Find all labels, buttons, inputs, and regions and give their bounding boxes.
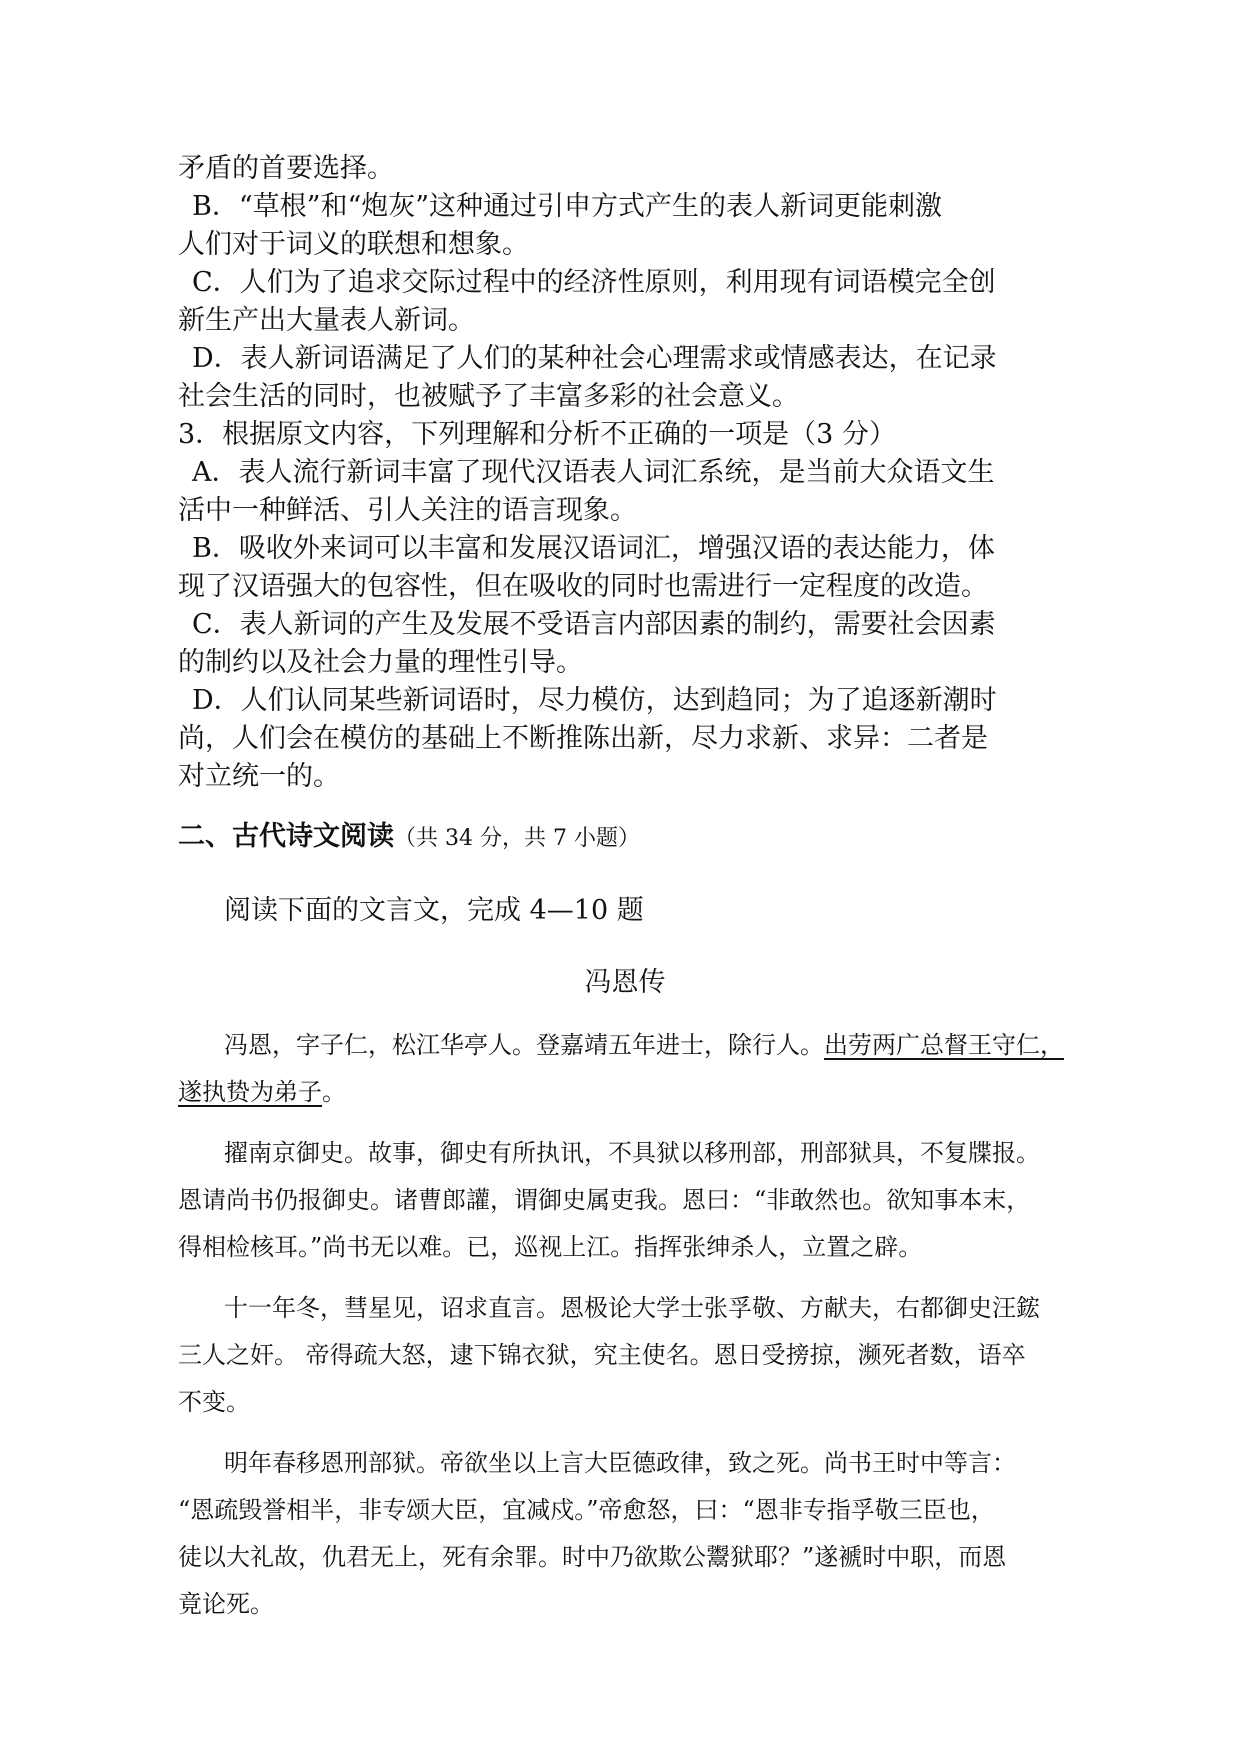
plain-text: 。 [322, 1078, 346, 1106]
text-line: 三人之奸。 帝得疏大怒，逮下锦衣狱，究主使名。恩日受搒掠，濒死者数，语卒 [178, 1341, 1026, 1369]
question-stem: 3．根据原文内容，下列理解和分析不正确的一项是（3 分） [178, 419, 896, 450]
text-line: 新生产出大量表人新词。 [178, 305, 475, 336]
passage-title: 冯恩传 [584, 967, 666, 998]
section-subtitle: （共 34 分，共 7 小题） [394, 826, 640, 851]
option-c: C．人们为了追求交际过程中的经济性原则，利用现有词语模完全创 [192, 267, 996, 298]
plain-text: 冯恩，字子仁，松江华亭人。登嘉靖五年进士，除行人。 [224, 1031, 824, 1059]
text-line: 十一年冬，彗星见，诏求直言。恩极论大学士张孚敬、方献夫，右都御史汪鋐 [224, 1294, 1040, 1322]
section-title: 二、古代诗文阅读 [178, 821, 394, 852]
text-line: 矛盾的首要选择。 [178, 153, 394, 184]
option-a: A．表人流行新词丰富了现代汉语表人词汇系统，是当前大众语文生 [192, 457, 995, 488]
text-line: 对立统一的。 [178, 761, 340, 792]
text-line [178, 1022, 1072, 1069]
q2-options [178, 150, 1072, 416]
text-line [178, 1069, 1072, 1116]
text-line: 不变。 [178, 1388, 250, 1416]
option-d: D．表人新词语满足了人们的某种社会心理需求或情感表达，在记录 [192, 343, 997, 374]
section-heading [178, 818, 1072, 858]
text-line: 明年春移恩刑部狱。帝欲坐以上言大臣德政律，致之死。尚书王时中等言： [224, 1449, 1016, 1477]
option-b: B．“草根”和“炮灰”这种通过引申方式产生的表人新词更能刺激 [192, 191, 943, 222]
text-line: 得相检核耳。”尚书无以难。已，巡视上江。指挥张绅杀人，立置之辟。 [178, 1233, 923, 1261]
option-c: C．表人新词的产生及发展不受语言内部因素的制约，需要社会因素 [192, 609, 996, 640]
text-line: 现了汉语强大的包容性，但在吸收的同时也需进行一定程度的改造。 [178, 571, 988, 602]
question-3 [178, 416, 1072, 796]
passage-paragraph-3 [178, 1285, 1072, 1426]
passage-paragraph-1 [178, 1022, 1072, 1116]
underlined-text: 遂执贽为弟子 [178, 1078, 322, 1106]
underlined-text: 出劳两广总督王守仁， [824, 1031, 1064, 1059]
option-d: D．人们认同某些新词语时，尽力模仿，达到趋同；为了追逐新潮时 [192, 685, 997, 716]
reading-instruction: 阅读下面的文言文，完成 4—10 题 [224, 895, 644, 926]
passage-paragraph-2 [178, 1130, 1072, 1271]
text-line: 活中一种鲜活、引人关注的语言现象。 [178, 495, 637, 526]
text-line: 尚，人们会在模仿的基础上不断推陈出新，尽力求新、求异：二者是 [178, 723, 988, 754]
text-line: 擢南京御史。故事，御史有所执讯，不具狱以移刑部，刑部狱具，不复牒报。 [224, 1139, 1040, 1167]
text-line: 的制约以及社会力量的理性引导。 [178, 647, 583, 678]
passage-paragraph-4 [178, 1440, 1072, 1628]
text-line: 社会生活的同时，也被赋予了丰富多彩的社会意义。 [178, 381, 799, 412]
text-line: 恩请尚书仍报御史。诸曹郎讙，谓御史属吏我。恩曰：“非敢然也。欲知事本末， [178, 1186, 1031, 1214]
text-line: 徒以大礼故，仇君无上，死有余罪。时中乃欲欺公鬻狱耶？”遂褫时中职，而恩 [178, 1543, 1007, 1571]
option-b: B．吸收外来词可以丰富和发展汉语词汇，增强汉语的表达能力，体 [192, 533, 995, 564]
text-line: 人们对于词义的联想和想象。 [178, 229, 529, 260]
text-line: “恩疏毁誉相半，非专颂大臣，宜减戍。”帝愈怒，曰：“恩非专指孚敬三臣也， [178, 1496, 995, 1524]
text-line: 竟论死。 [178, 1590, 274, 1618]
document-page [178, 150, 1072, 1628]
